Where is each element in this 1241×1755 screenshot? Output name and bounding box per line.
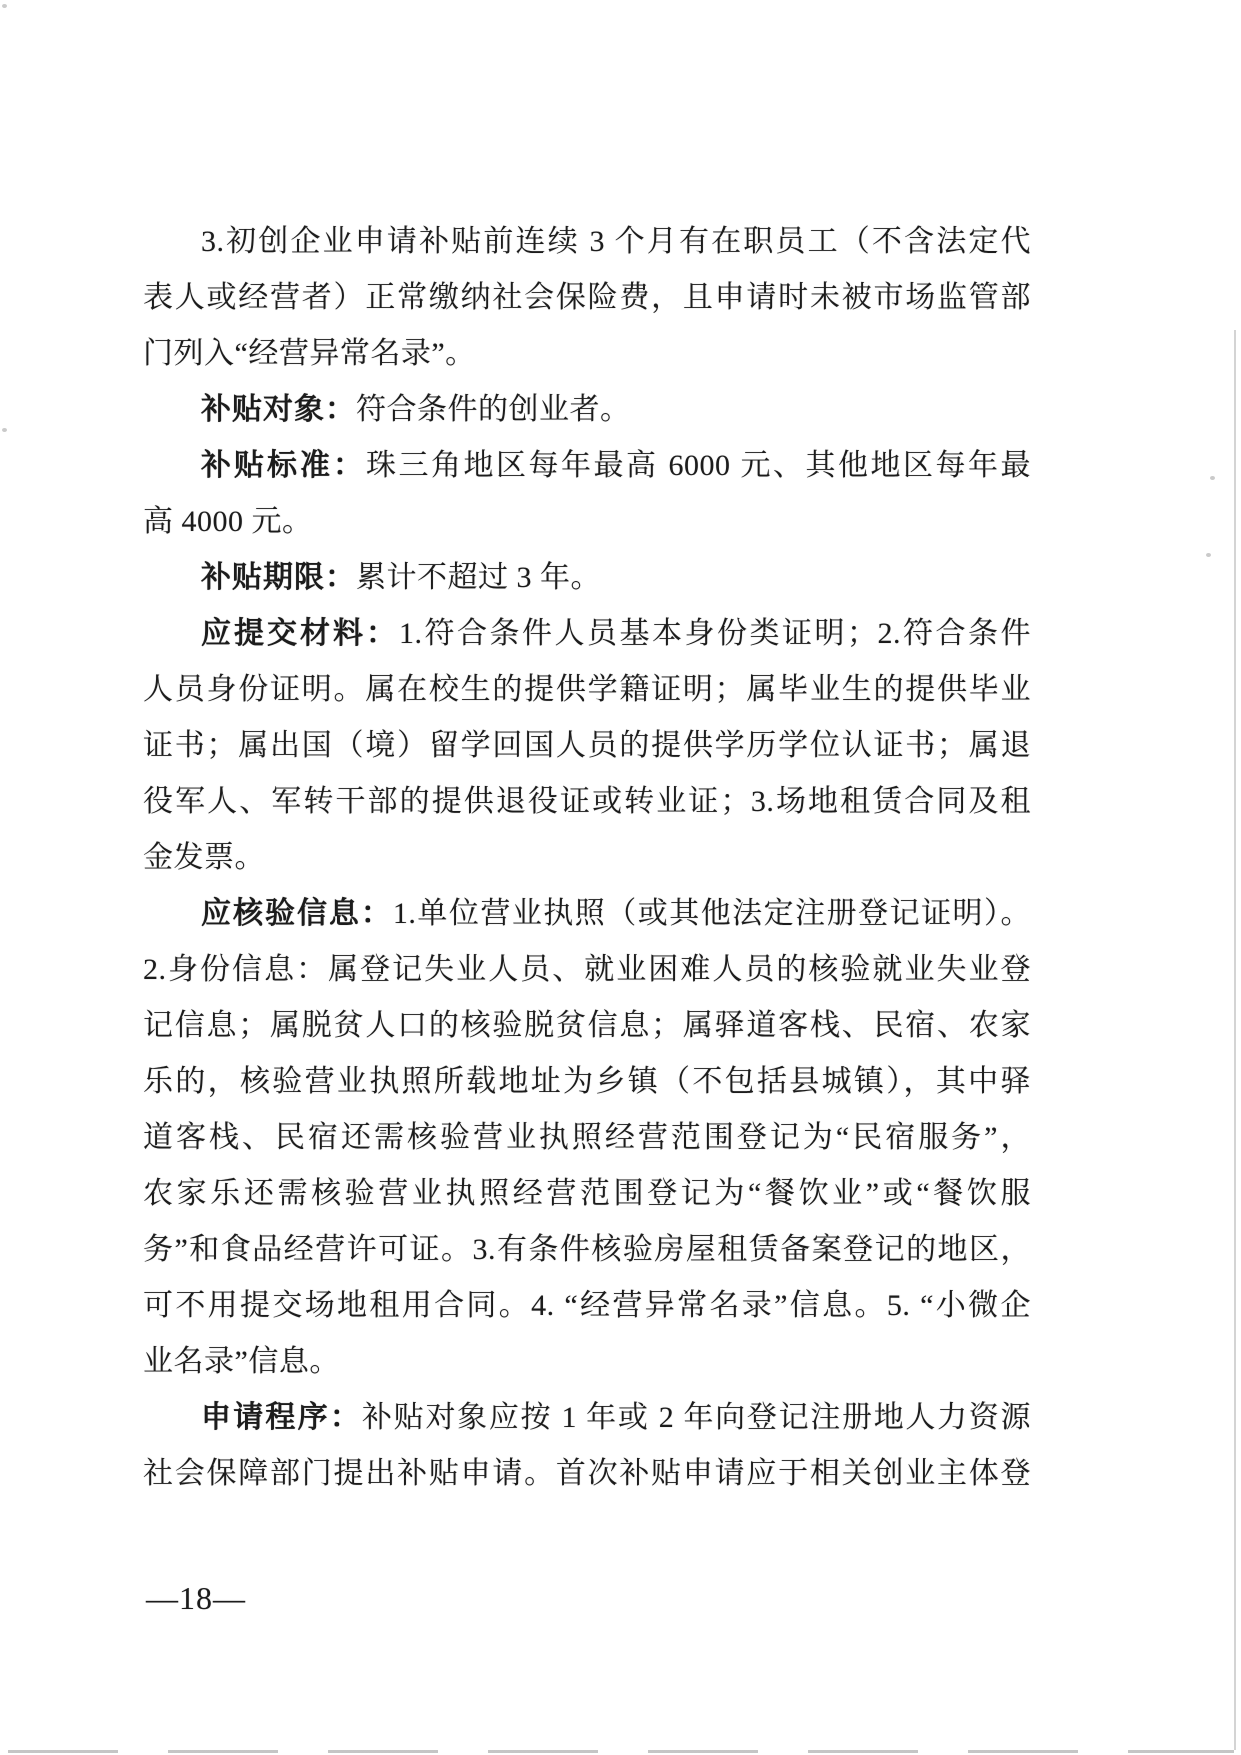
text-line (143, 550, 1031, 606)
line-text: 3.初创企业申请补贴前连续 3 个月有在职员工（不含法定代 (201, 225, 1031, 258)
text-line (143, 326, 1031, 382)
text-line (143, 774, 1031, 830)
line-text: 乐的，核验营业执照所载地址为乡镇（不包括县城镇），其中驿 (143, 1065, 1031, 1098)
scan-speckle (1206, 553, 1211, 557)
section-label: 应核验信息： (201, 897, 393, 930)
text-line (143, 606, 1031, 662)
text-line (143, 1054, 1031, 1110)
line-text: 2.身份信息：属登记失业人员、就业困难人员的核验就业失业登 (143, 953, 1031, 986)
text-line (143, 214, 1031, 270)
text-line (143, 1334, 1031, 1390)
line-text: 社会保障部门提出补贴申请。首次补贴申请应于相关创业主体登 (143, 1457, 1031, 1490)
document-body (143, 214, 1031, 1502)
text-line (143, 1110, 1031, 1166)
line-text: 高 4000 元。 (143, 505, 313, 538)
text-line (143, 830, 1031, 886)
line-text: 可不用提交场地租用合同。4. “经营异常名录”信息。5. “小微企 (143, 1289, 1031, 1322)
line-text: 证书；属出国（境）留学回国人员的提供学历学位认证书；属退 (143, 729, 1031, 762)
text-line (143, 1446, 1031, 1502)
text-line (143, 1390, 1031, 1446)
text-line (143, 942, 1031, 998)
line-text: 人员身份证明。属在校生的提供学籍证明；属毕业生的提供毕业 (143, 673, 1031, 706)
text-line (143, 718, 1031, 774)
text-line (143, 998, 1031, 1054)
text-line (143, 438, 1031, 494)
line-text: 1.单位营业执照（或其他法定注册登记证明）。 (392, 897, 1032, 930)
text-line (143, 662, 1031, 718)
line-text: 门列入“经营异常名录”。 (143, 337, 476, 370)
section-label: 申请程序： (201, 1401, 363, 1434)
scan-edge-artifact-bottom (8, 1750, 1234, 1753)
text-line (143, 1222, 1031, 1278)
text-line (143, 270, 1031, 326)
line-text: 补贴对象应按 1 年或 2 年向登记注册地人力资源 (362, 1401, 1032, 1434)
line-text: 金发票。 (143, 841, 265, 874)
line-text: 珠三角地区每年最高 6000 元、其他地区每年最 (366, 449, 1031, 482)
line-text: 表人或经营者）正常缴纳社会保险费，且申请时未被市场监管部 (143, 281, 1031, 314)
line-text: 道客栈、民宿还需核验营业执照经营范围登记为“民宿服务”， (143, 1121, 1031, 1154)
scan-speckle (1210, 476, 1215, 480)
text-line (143, 886, 1031, 942)
section-label: 补贴标准： (201, 449, 366, 482)
line-text: 符合条件的创业者。 (356, 393, 631, 426)
line-text: 农家乐还需核验营业执照经营范围登记为“餐饮业”或“餐饮服 (143, 1177, 1031, 1210)
section-label: 补贴对象： (201, 393, 356, 426)
line-text: 务”和食品经营许可证。3.有条件核验房屋租赁备案登记的地区， (143, 1233, 1031, 1266)
line-text: 业名录”信息。 (143, 1345, 340, 1378)
text-line (143, 1278, 1031, 1334)
text-line (143, 382, 1031, 438)
text-line (143, 1166, 1031, 1222)
line-text: 役军人、军转干部的提供退役证或转业证；3.场地租赁合同及租 (143, 785, 1031, 818)
section-label: 补贴期限： (201, 561, 356, 594)
scan-speckle (2, 428, 7, 432)
text-line (143, 494, 1031, 550)
section-label: 应提交材料： (201, 617, 399, 650)
line-text: 1.符合条件人员基本身份类证明；2.符合条件 (399, 617, 1031, 650)
scan-edge-artifact-right (1234, 330, 1236, 1750)
line-text: 记信息；属脱贫人口的核验脱贫信息；属驿道客栈、民宿、农家 (143, 1009, 1031, 1042)
line-text: 累计不超过 3 年。 (356, 561, 601, 594)
page-number: —18— (146, 1580, 246, 1616)
scan-speckle (2, 4, 7, 8)
